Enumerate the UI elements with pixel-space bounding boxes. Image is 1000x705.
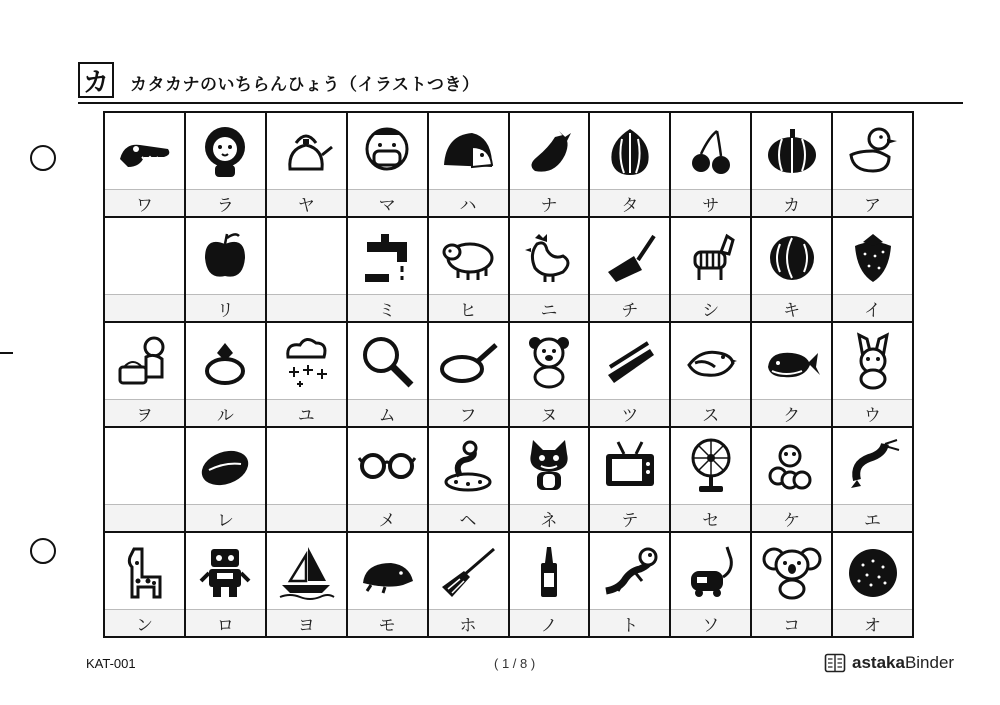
binder-logo-icon (824, 652, 846, 674)
kana-cell (590, 218, 671, 323)
kana-cell (752, 533, 833, 638)
kana-cell (833, 428, 914, 533)
pumpkin-icon (762, 121, 822, 181)
kana-cell (267, 113, 348, 218)
kana-cell (752, 113, 833, 218)
fold-mark (0, 352, 13, 354)
broom-icon (438, 541, 498, 601)
kana-picture (833, 113, 912, 189)
mask-icon (357, 121, 417, 181)
kana-label: ク (752, 399, 831, 426)
kana-picture (590, 533, 669, 609)
sparrow-icon (681, 331, 741, 391)
kana-cell (590, 428, 671, 533)
title-badge: カ (78, 62, 114, 98)
mole-icon (357, 541, 417, 601)
kana-cell (186, 533, 267, 638)
kana-cell (752, 428, 833, 533)
kana-picture (105, 113, 184, 189)
kana-cell (833, 218, 914, 323)
kana-cell (105, 113, 186, 218)
kana-label: ア (833, 189, 912, 216)
kana-label: タ (590, 189, 669, 216)
zebra-icon (681, 226, 741, 286)
kana-label: モ (348, 609, 427, 636)
kana-cell-empty (267, 428, 348, 533)
cherry-icon (681, 121, 741, 181)
kana-label: ヒ (429, 294, 508, 321)
kana-label: エ (833, 504, 912, 531)
kana-label: ヨ (267, 609, 346, 636)
kana-label: カ (752, 189, 831, 216)
kana-cell (833, 323, 914, 428)
teddy-bear-icon (519, 331, 579, 391)
kana-cell (671, 533, 752, 638)
kana-label (267, 294, 346, 321)
kana-label (105, 294, 184, 321)
kana-cell (105, 533, 186, 638)
binder-hole-bottom (30, 538, 56, 564)
kana-picture (429, 533, 508, 609)
kana-picture (348, 113, 427, 189)
kana-cell (752, 323, 833, 428)
lizard-icon (600, 541, 660, 601)
kana-label: リ (186, 294, 265, 321)
kana-label: ソ (671, 609, 750, 636)
kana-cell (671, 428, 752, 533)
kana-label: ン (105, 609, 184, 636)
kana-label: ヌ (510, 399, 589, 426)
kana-picture (510, 428, 589, 504)
kana-label: シ (671, 294, 750, 321)
kana-cell (186, 218, 267, 323)
kana-picture (267, 533, 346, 609)
kana-cell-empty (105, 428, 186, 533)
kana-cell (429, 218, 510, 323)
kana-cell (510, 428, 591, 533)
kana-cell (105, 323, 186, 428)
television-icon (600, 436, 660, 496)
kana-label: ヲ (105, 399, 184, 426)
hedgehog-icon (438, 121, 498, 181)
kana-cell (186, 113, 267, 218)
kana-picture (671, 113, 750, 189)
glasses-icon (357, 436, 417, 496)
kana-label: ハ (429, 189, 508, 216)
kana-cell (510, 533, 591, 638)
kana-cell (348, 113, 429, 218)
kana-cell (186, 323, 267, 428)
kana-picture (267, 323, 346, 399)
kana-cell (429, 533, 510, 638)
chicken-icon (519, 226, 579, 286)
kana-picture (186, 218, 265, 294)
kana-cell (348, 323, 429, 428)
magnifier-icon (357, 331, 417, 391)
caterpillar-icon (762, 436, 822, 496)
lion-icon (195, 121, 255, 181)
kana-label: オ (833, 609, 912, 636)
kana-picture (429, 323, 508, 399)
shrimp-icon (843, 436, 903, 496)
cabbage-icon (762, 226, 822, 286)
kana-cell (671, 323, 752, 428)
kana-picture (429, 218, 508, 294)
crocodile-icon (114, 121, 174, 181)
kana-label: レ (186, 504, 265, 531)
kana-picture (105, 323, 184, 399)
kana-picture (186, 113, 265, 189)
brand-name-rest: Binder (904, 653, 955, 672)
faucet-icon (357, 226, 417, 286)
kana-cell (671, 113, 752, 218)
kana-label: メ (348, 504, 427, 531)
kana-picture (671, 323, 750, 399)
kana-picture (752, 218, 831, 294)
rabbit-icon (843, 331, 903, 391)
page-number: ( 1 / 8 ) (494, 656, 536, 671)
kana-label: ル (186, 399, 265, 426)
eggplant-icon (519, 121, 579, 181)
child-washing-icon (114, 331, 174, 391)
whale-icon (762, 331, 822, 391)
kana-cell (267, 323, 348, 428)
kana-label (267, 504, 346, 531)
kana-picture (105, 218, 184, 294)
strawberry-icon (843, 226, 903, 286)
kana-picture (833, 533, 912, 609)
kana-label: チ (590, 294, 669, 321)
kana-cell (590, 113, 671, 218)
kana-label: ホ (429, 609, 508, 636)
kana-label: ム (348, 399, 427, 426)
kana-picture (510, 218, 589, 294)
kana-picture (833, 218, 912, 294)
kana-picture (348, 218, 427, 294)
ruby-ring-icon (195, 331, 255, 391)
kana-label: ユ (267, 399, 346, 426)
binder-hole-top (30, 145, 56, 171)
snake-icon (438, 436, 498, 496)
kana-cell (833, 533, 914, 638)
electric-fan-icon (681, 436, 741, 496)
kana-label: ケ (752, 504, 831, 531)
kana-cell (348, 218, 429, 323)
kana-label: ロ (186, 609, 265, 636)
orange-icon (843, 541, 903, 601)
kana-picture (510, 533, 589, 609)
katakana-table (103, 111, 914, 638)
onion-icon (600, 121, 660, 181)
kana-label: ツ (590, 399, 669, 426)
kana-label: ワ (105, 189, 184, 216)
kana-picture (590, 428, 669, 504)
kana-label: マ (348, 189, 427, 216)
kana-cell-empty (267, 218, 348, 323)
robot-icon (195, 541, 255, 601)
kana-cell (348, 428, 429, 533)
kana-picture (348, 428, 427, 504)
kana-picture (348, 533, 427, 609)
kana-label: サ (671, 189, 750, 216)
koala-icon (762, 541, 822, 601)
kana-label: コ (752, 609, 831, 636)
kana-label: ト (590, 609, 669, 636)
kana-picture (833, 428, 912, 504)
kana-label: ミ (348, 294, 427, 321)
kana-label: イ (833, 294, 912, 321)
kana-picture (186, 533, 265, 609)
kana-picture (267, 218, 346, 294)
kana-cell (429, 113, 510, 218)
page-title: カタカナのいちらんひょう（イラストつき） (130, 75, 480, 95)
kana-label: フ (429, 399, 508, 426)
kana-cell (752, 218, 833, 323)
kana-picture (186, 323, 265, 399)
apple-icon (195, 226, 255, 286)
snow-icon (276, 331, 336, 391)
kana-label: ス (671, 399, 750, 426)
kana-picture (510, 113, 589, 189)
kana-picture (671, 428, 750, 504)
kana-cell (671, 218, 752, 323)
kana-picture (105, 533, 184, 609)
kana-cell (510, 323, 591, 428)
kana-cell (348, 533, 429, 638)
kana-picture (348, 323, 427, 399)
sheep-icon (438, 226, 498, 286)
kana-picture (590, 218, 669, 294)
kana-label: ネ (510, 504, 589, 531)
kana-cell (510, 218, 591, 323)
kana-cell (510, 113, 591, 218)
kana-picture (267, 113, 346, 189)
page-header (78, 62, 963, 104)
kana-picture (510, 323, 589, 399)
kana-cell-empty (105, 218, 186, 323)
sailboat-icon (276, 541, 336, 601)
kana-picture (429, 113, 508, 189)
kana-picture (752, 323, 831, 399)
nail-clipper-icon (600, 331, 660, 391)
kana-picture (833, 323, 912, 399)
kana-picture (429, 428, 508, 504)
kana-label: ウ (833, 399, 912, 426)
kana-picture (671, 533, 750, 609)
brand-logo (824, 650, 954, 676)
kana-label: テ (590, 504, 669, 531)
brand-name-bold: astaka (852, 653, 905, 672)
kana-cell (429, 323, 510, 428)
kettle-icon (276, 121, 336, 181)
duck-icon (843, 121, 903, 181)
kana-cell (590, 323, 671, 428)
kana-picture (590, 113, 669, 189)
kana-label: セ (671, 504, 750, 531)
giraffe-icon (114, 541, 174, 601)
kana-picture (267, 428, 346, 504)
kana-picture (186, 428, 265, 504)
cat-icon (519, 436, 579, 496)
kana-picture (671, 218, 750, 294)
kana-label (105, 504, 184, 531)
kana-label: キ (752, 294, 831, 321)
kana-cell (429, 428, 510, 533)
kana-cell (590, 533, 671, 638)
vacuum-cleaner-icon (681, 541, 741, 601)
kana-picture (752, 533, 831, 609)
kana-label: ノ (510, 609, 589, 636)
kana-label: ヘ (429, 504, 508, 531)
kana-cell (267, 533, 348, 638)
kana-label: ヤ (267, 189, 346, 216)
document-code: KAT-001 (86, 656, 136, 671)
kana-label: ナ (510, 189, 589, 216)
kana-label: ラ (186, 189, 265, 216)
kana-label: ニ (510, 294, 589, 321)
kana-picture (105, 428, 184, 504)
dustpan-icon (600, 226, 660, 286)
kana-cell (833, 113, 914, 218)
kana-picture (752, 113, 831, 189)
kana-cell (186, 428, 267, 533)
frying-pan-icon (438, 331, 498, 391)
glue-icon (519, 541, 579, 601)
kana-picture (590, 323, 669, 399)
kana-picture (752, 428, 831, 504)
lemon-icon (195, 436, 255, 496)
